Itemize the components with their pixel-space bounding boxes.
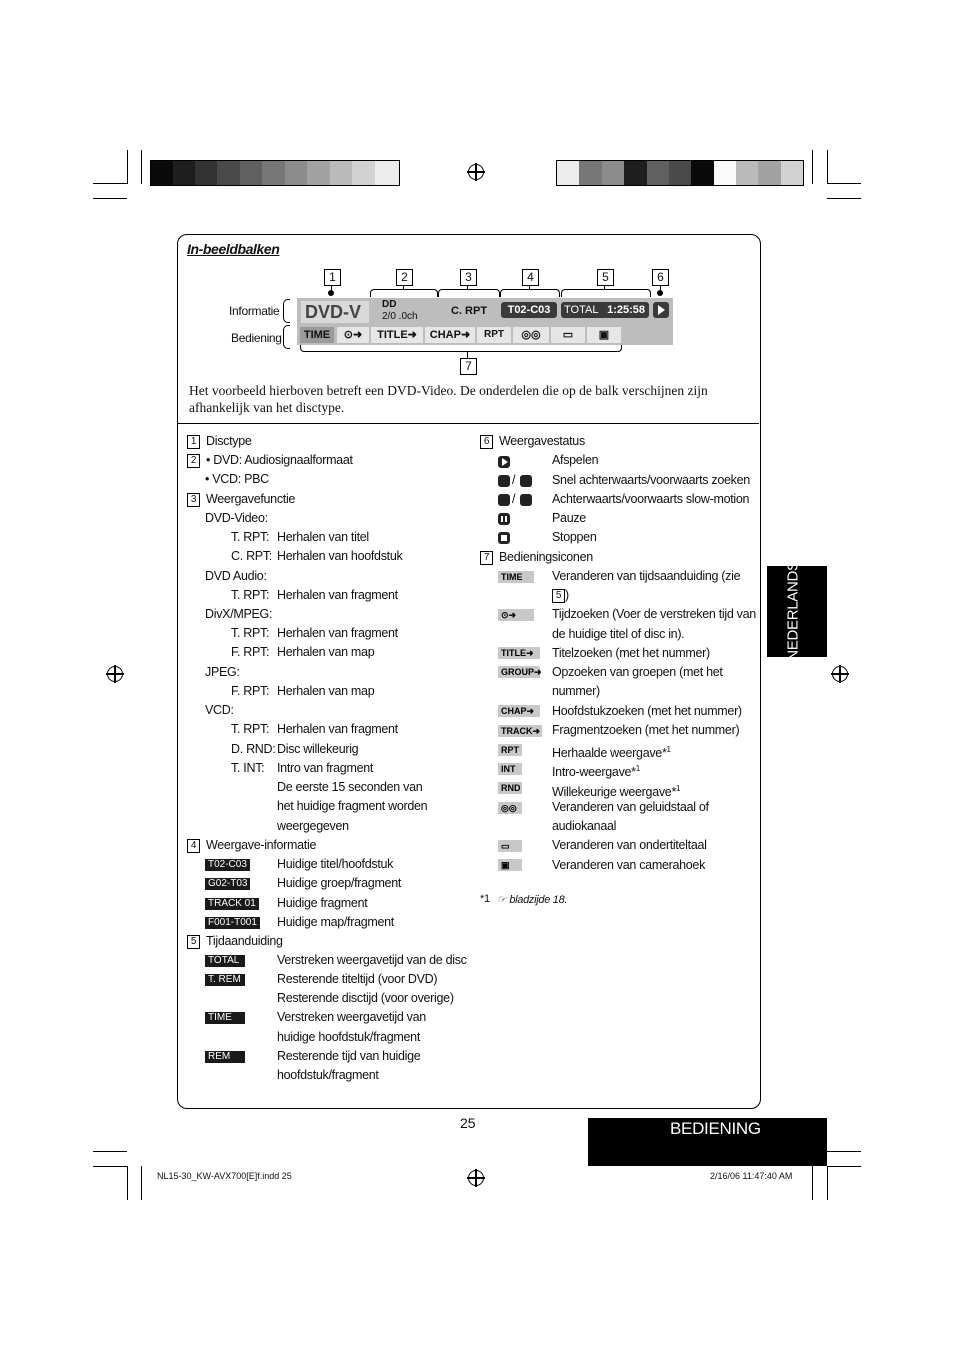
bullet: • <box>206 453 214 467</box>
callout-line <box>604 285 605 289</box>
footnote-mark: *1 <box>480 893 490 905</box>
control-chip-label: TRACK <box>501 726 533 736</box>
control-repeat[interactable]: RPT <box>477 327 511 343</box>
fast-forward-icon <box>520 475 532 487</box>
item-number: 7 <box>480 551 493 565</box>
side-tab-label: NEDERLANDS <box>784 561 802 661</box>
control-text: Fragmentzoeken (met het nummer) <box>552 723 740 737</box>
callout-line <box>467 285 468 289</box>
time-value: Resterende disctijd (voor overige) <box>277 991 454 1005</box>
section-heading: In-beeldbalken <box>187 241 280 257</box>
subtitle-icon: ▭ <box>498 840 522 852</box>
time-chip: TIME <box>205 1012 245 1024</box>
control-text: nummer) <box>552 684 600 698</box>
callout-line <box>660 285 661 293</box>
item-title: Weergave-informatie <box>206 838 317 852</box>
mode-value: De eerste 15 seconden van <box>277 780 423 794</box>
callout-6: 6 <box>652 269 669 286</box>
audio-format-top: DD <box>382 299 397 310</box>
crop-mark <box>127 1166 128 1200</box>
crop-mark <box>93 198 127 199</box>
callout-line <box>403 285 404 289</box>
item-number: 5 <box>187 935 200 949</box>
time-search-icon: ⊙➜ <box>498 609 534 621</box>
audio-language-icon: ◎◎ <box>498 802 522 814</box>
intro-text: Het voorbeeld hierboven betreft een DVD-Video. De onderdelen die op de balk verschijnen zijn afhankelijk van het disctype. <box>189 383 708 415</box>
crop-mark <box>827 150 828 184</box>
control-text: Titelzoeken (met het nummer) <box>552 646 710 660</box>
camera-angle-icon: ▣ <box>498 859 522 871</box>
item-number: 4 <box>187 839 200 853</box>
divider <box>178 423 759 424</box>
control-chip-label: CHAP <box>501 706 527 716</box>
footnote-ref: 1 <box>666 745 671 754</box>
slash: / <box>512 492 516 506</box>
mode-key: T. INT: <box>231 761 265 775</box>
footnote-ref: 1 <box>635 764 640 773</box>
crop-mark <box>93 1166 127 1167</box>
density-bar-right <box>556 160 804 186</box>
registration-mark-icon <box>832 666 848 682</box>
info-chip: G02-T03 <box>205 878 250 890</box>
control-title-label: TITLE <box>377 329 408 341</box>
crop-mark <box>827 1166 861 1167</box>
control-text: Tijdzoeken (Voer de verstreken tijd van <box>552 607 756 621</box>
info-value: Huidige map/fragment <box>277 915 394 929</box>
stop-icon <box>498 532 510 544</box>
mode-value: Herhalen van map <box>277 684 375 698</box>
control-text: Veranderen van tijdsaanduiding (zie <box>552 569 741 583</box>
sub-heading: JPEG: <box>205 665 240 679</box>
control-chapter-label: CHAP <box>429 329 461 341</box>
status-text: Pauze <box>552 511 586 525</box>
play-status-icon <box>653 302 669 318</box>
pause-icon <box>498 513 510 525</box>
crop-mark <box>812 150 813 184</box>
info-chip: F001-T001 <box>205 917 260 929</box>
slash: / <box>512 473 516 487</box>
sub-heading: VCD: <box>205 703 234 717</box>
callout-dot <box>328 290 334 296</box>
control-text: Veranderen van camerahoek <box>552 858 706 872</box>
item-title: Tijdaanduiding <box>206 934 283 948</box>
control-chip: RND <box>498 782 522 794</box>
item-text: VCD: PBC <box>212 472 269 486</box>
item-number: 1 <box>187 435 200 449</box>
callout-2: 2 <box>396 269 413 286</box>
time-value: Verstreken weergavetijd van de disc <box>277 953 467 967</box>
crop-mark <box>812 1166 813 1200</box>
on-screen-bar <box>297 298 673 345</box>
crop-mark <box>93 1151 127 1152</box>
footnote <box>497 891 567 910</box>
registration-mark-icon <box>468 164 484 180</box>
control-text: Veranderen van ondertiteltaal <box>552 838 707 852</box>
item-title: Bedieningsiconen <box>499 550 593 564</box>
footnote-ref: 1 <box>676 784 681 793</box>
play-icon <box>498 456 510 468</box>
title-chapter: T02-C03 <box>501 302 557 318</box>
control-text: audiokanaal <box>552 819 617 833</box>
mode-key: D. RND: <box>231 742 276 756</box>
control-chip-label: TITLE <box>501 648 526 658</box>
time-chip: T. REM <box>205 974 245 986</box>
control-chip: TRACK➜ <box>498 725 542 737</box>
mode-value: weergegeven <box>277 819 349 833</box>
info-value: Huidige fragment <box>277 896 368 910</box>
mode-key: F. RPT: <box>231 645 270 659</box>
control-chip: CHAP➜ <box>498 705 540 717</box>
info-value: Huidige titel/hoofdstuk <box>277 857 394 871</box>
time-chip: TOTAL <box>205 955 245 967</box>
control-chip: RPT <box>498 744 522 756</box>
item-number: 5 <box>552 589 565 603</box>
control-text: Opzoeken van groepen (met het <box>552 665 723 679</box>
info-chip: TRACK 01 <box>205 898 259 910</box>
control-chip: TIME <box>498 571 534 583</box>
status-text: Stoppen <box>552 530 597 544</box>
footnote-text: bladzijde 18. <box>509 894 568 906</box>
footer-date: 2/16/06 11:47:40 AM <box>710 1171 793 1181</box>
info-chip: T02-C03 <box>205 859 250 871</box>
item-text: DVD: Audiosignaalformaat <box>213 453 353 467</box>
audio-format-bottom: 2/0 .0ch <box>382 311 418 322</box>
mode-value: Herhalen van fragment <box>277 626 398 640</box>
mode-value: Herhalen van fragment <box>277 722 398 736</box>
time-value: Resterende titeltijd (voor DVD) <box>277 972 438 986</box>
sub-heading: DVD-Video: <box>205 511 268 525</box>
status-text: Snel achterwaarts/voorwaarts zoeken <box>552 473 750 487</box>
item-number: 3 <box>187 493 200 507</box>
control-time[interactable]: TIME <box>300 327 334 343</box>
crop-mark <box>93 183 127 184</box>
camera-angle-icon[interactable]: ▣ <box>587 327 621 343</box>
callout-5: 5 <box>597 269 614 286</box>
callout-3: 3 <box>460 269 477 286</box>
page-number: 25 <box>460 1115 476 1131</box>
footer-file: NL15-30_KW-AVX700[E]f.indd 25 <box>157 1171 292 1181</box>
mode-key: T. RPT: <box>231 626 270 640</box>
control-time-search-icon[interactable]: ⊙➜ <box>337 327 369 343</box>
item-title: Disctype <box>206 434 252 448</box>
time-value: Verstreken weergavetijd van <box>277 1010 426 1024</box>
row-label-control: Bediening <box>231 331 282 345</box>
time-value: hoofdstuk/fragment <box>277 1068 379 1082</box>
slow-forward-icon <box>520 494 532 506</box>
slow-reverse-icon <box>498 494 510 506</box>
item-number: 6 <box>480 435 493 449</box>
mode-value: Intro van fragment <box>277 761 374 775</box>
callout-1: 1 <box>324 269 341 286</box>
item-title: Weergavefunctie <box>206 492 296 506</box>
control-text: Veranderen van geluidstaal of <box>552 800 709 814</box>
crop-mark <box>827 1166 828 1200</box>
registration-mark-icon <box>107 666 123 682</box>
control-text: Herhaalde weergave* <box>552 746 667 761</box>
control-chip: TITLE➜ <box>498 647 540 659</box>
mode-value: Herhalen van map <box>277 645 375 659</box>
bullet: • <box>205 472 213 486</box>
mode-value: Disc willekeurig <box>277 742 359 756</box>
repeat-mode: C. RPT <box>451 305 488 317</box>
callout-bracket <box>370 289 438 297</box>
control-chip: GROUP➜ <box>498 666 540 678</box>
row-label-info: Informatie <box>229 304 280 318</box>
mode-value: Herhalen van fragment <box>277 588 398 602</box>
callout-bracket <box>561 289 651 297</box>
callout-bracket <box>500 289 560 297</box>
callout-bracket <box>438 289 500 297</box>
control-chip: INT <box>498 763 522 775</box>
status-text: Achterwaarts/voorwaarts slow-motion <box>552 492 750 506</box>
time-chip: REM <box>205 1051 245 1063</box>
mode-value: Herhalen van titel <box>277 530 369 544</box>
status-text: Afspelen <box>552 453 599 467</box>
crop-mark <box>127 150 128 184</box>
mode-key: T. RPT: <box>231 588 270 602</box>
total-time: 1:25:58 <box>607 304 646 316</box>
fast-reverse-icon <box>498 475 510 487</box>
control-text: Intro-weergave* <box>552 765 636 780</box>
item-number: 2 <box>187 454 200 468</box>
control-title[interactable]: TITLE➜ <box>371 327 423 343</box>
info-value: Huidige groep/fragment <box>277 876 402 890</box>
audio-language-icon[interactable]: ◎◎ <box>513 327 549 343</box>
mode-key: F. RPT: <box>231 684 270 698</box>
crop-mark <box>141 150 142 184</box>
control-chapter[interactable]: CHAP➜ <box>425 327 475 343</box>
sub-heading: DivX/MPEG: <box>205 607 273 621</box>
registration-mark-icon <box>468 1170 484 1186</box>
crop-mark <box>827 198 861 199</box>
crop-mark <box>141 1166 142 1200</box>
control-text: Willekeurige weergave* <box>552 785 677 800</box>
control-text: ) <box>565 588 569 602</box>
disc-type: DVD-V <box>301 301 369 323</box>
callout-line <box>467 351 468 358</box>
callout-7: 7 <box>460 358 477 375</box>
mode-value: Herhalen van hoofdstuk <box>277 549 403 563</box>
density-bar-left <box>150 160 400 186</box>
sub-heading: DVD Audio: <box>205 569 267 583</box>
item-title: Weergavestatus <box>499 434 585 448</box>
section-title: BEDIENING <box>670 1119 761 1138</box>
hand-pointer-icon: ☞ <box>497 894 510 906</box>
control-text: de huidige titel of disc in). <box>552 627 685 641</box>
mode-key: T. RPT: <box>231 530 270 544</box>
row-brace <box>283 325 290 349</box>
control-chip-label: GROUP <box>501 667 535 677</box>
mode-key: T. RPT: <box>231 722 270 736</box>
callout-line <box>529 285 530 289</box>
time-value: huidige hoofdstuk/fragment <box>277 1030 420 1044</box>
time-value: Resterende tijd van huidige <box>277 1049 421 1063</box>
callout-bracket <box>300 344 622 352</box>
crop-mark <box>827 1151 861 1152</box>
crop-mark <box>827 183 861 184</box>
control-text: Hoofdstukzoeken (met het nummer) <box>552 704 742 718</box>
mode-value: het huidige fragment worden <box>277 799 428 813</box>
mode-key: C. RPT: <box>231 549 272 563</box>
callout-4: 4 <box>522 269 539 286</box>
subtitle-icon[interactable]: ▭ <box>551 327 585 343</box>
total-label: TOTAL <box>564 304 599 316</box>
row-brace <box>283 299 290 323</box>
